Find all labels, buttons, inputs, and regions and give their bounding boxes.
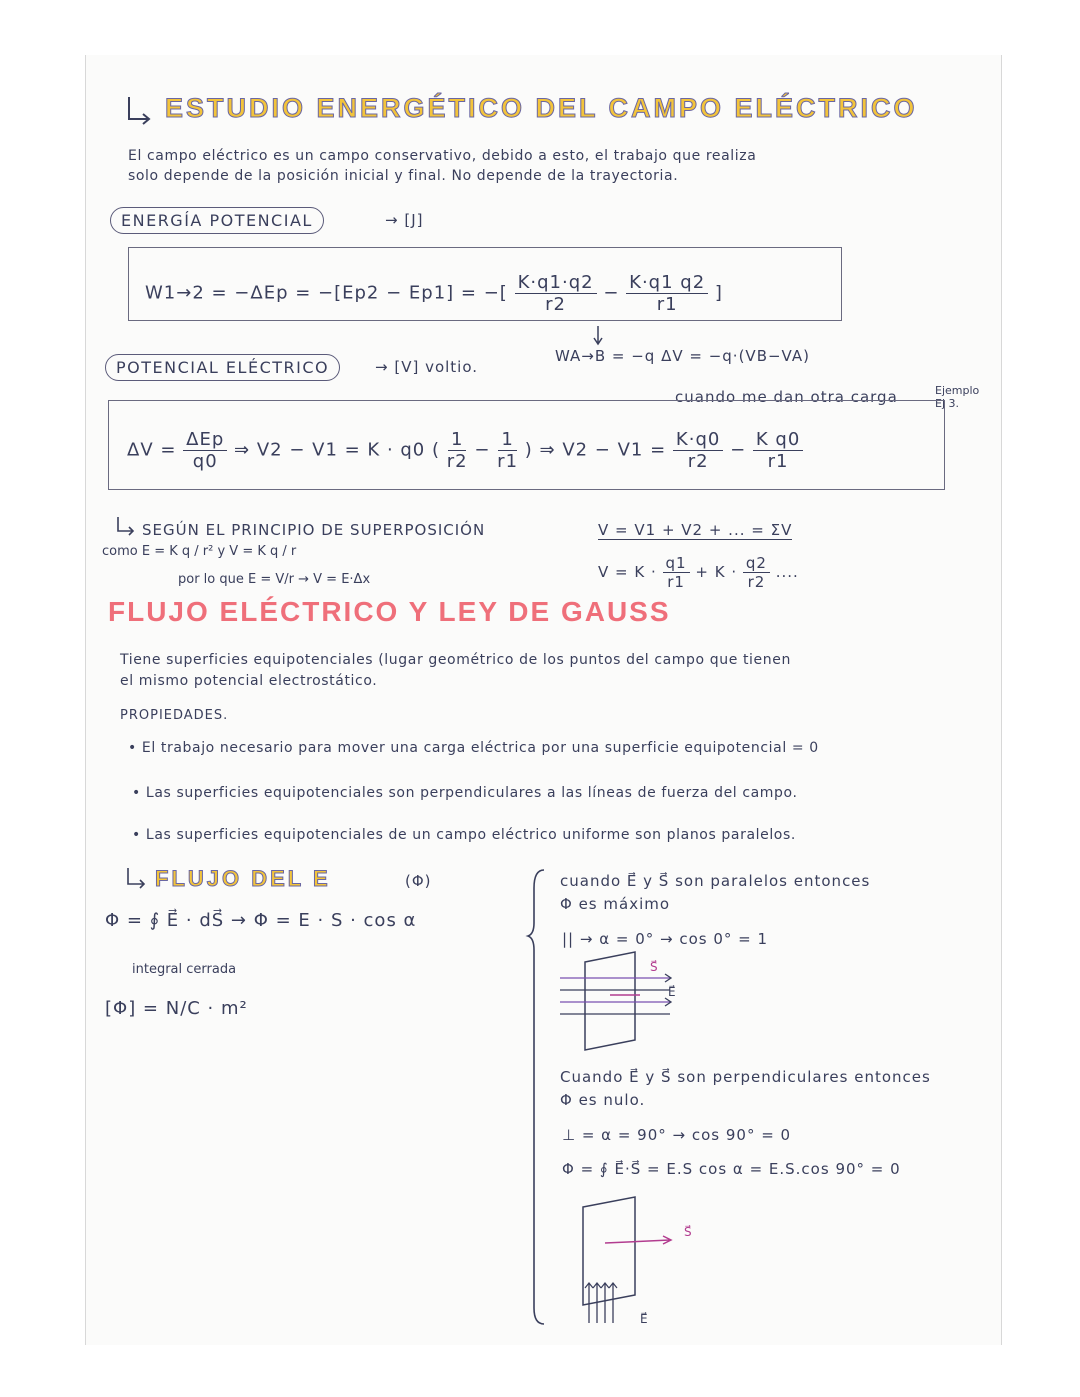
res-minus: − [730,439,747,461]
property-item-2: • Las superficies equipotenciales son perpendiculares a las líneas de fuerza del campo. [132,785,798,801]
res1-den: r2 [687,451,709,472]
ep-frac1-num: K·q1·q2 [515,272,597,294]
sum2-fraction-2 [743,554,770,591]
case1-e-label: E⃗ [668,985,676,999]
potencial-electrico-label: POTENCIAL ELÉCTRICO [105,354,340,381]
case1-line-2: Φ es máximo [560,895,671,913]
res2-num: K q0 [753,429,803,451]
superposition-sum: V = V1 + V2 + ... = ΣV [598,521,793,539]
work-ab-formula: WA→B = −q ΔV = −q·(VB−VA) [555,347,810,365]
ep-formula-box [128,247,842,321]
superposition-sum-2 [598,554,799,591]
sum2-a: V = K · [598,563,657,581]
case1-line-1: cuando E⃗ y S⃗ son paralelos entonces [560,872,871,890]
parallel-field-diagram [555,950,705,1065]
inv-r2-num: 1 [448,429,466,451]
sum2-f1n: q1 [663,554,690,573]
intro-line-2: solo depende de la posición inicial y final. No depende de la trayectoria. [128,168,679,184]
property-text-1: El trabajo necesario para mover una carga eléctrica por una superficie equipotencial = 0 [141,740,819,756]
case2-s-label: S⃗ [684,1225,692,1239]
ep-frac2-num: K·q1 q2 [626,272,708,294]
ep-fraction-2 [626,272,708,315]
page-title: ESTUDIO ENERGÉTICO DEL CAMPO ELÉCTRICO [165,93,918,123]
ep-close: ] [714,282,723,304]
brace [528,868,548,1328]
ep-unit-text: [J] [404,211,424,229]
inv-r2-fraction [447,429,468,472]
ep-fraction-1 [515,272,597,315]
pot-unit-text: [V] voltio. [394,358,479,376]
integral-note: integral cerrada [132,962,237,977]
res2-den: r1 [767,451,789,472]
inv-r1-fraction [497,429,518,472]
property-item-1: • El trabajo necesario para mover una carga eléctrica por una superficie equipotencial = 0 [128,740,819,756]
case2-line-3: ⊥ = α = 90° → cos 90° = 0 [562,1126,792,1144]
dv-fraction [183,429,227,472]
sum2-f2d: r2 [747,573,766,591]
flux-formula: Φ = ∮ E⃗ · dS⃗ → Φ = E · S · cos α [105,910,417,931]
property-text-3: Las superficies equipotenciales de un campo eléctrico uniforme son planos paralelos. [145,827,796,843]
example-note: Ejemplo Ej 3. [935,384,980,410]
perpendicular-field-diagram [575,1195,695,1330]
potential-formula [127,429,803,472]
intro-line-1: El campo eléctrico es un campo conservativo, debido a esto, el trabajo que realiza [128,148,757,164]
sum2-c: .... [775,563,799,581]
case2-e-label: E⃗ [640,1312,648,1326]
res1-num: K·q0 [673,429,723,451]
arrow-icon [125,866,149,890]
sum2-f2n: q2 [743,554,770,573]
inv-r1-num: 1 [498,429,516,451]
sum2-b: + K · [695,563,738,581]
dv-num: ΔEp [183,429,227,451]
res-fraction-1 [673,429,723,472]
flux-title: FLUJO DEL E [155,866,331,891]
sum2-fraction-1 [663,554,690,591]
flux-symbol: (Φ) [405,872,432,890]
dv-mid: ⇒ V2 − V1 = K · q0 ( [234,439,441,461]
ep-frac1-den: r2 [545,294,566,315]
case1-line-3: || → α = 0° → cos 0° = 1 [562,930,769,948]
case1-s-label: S⃗ [650,960,658,974]
ep-formula-left: W1→2 = −ΔEp = −[Ep2 − Ep1] = −[ [145,282,508,304]
arrow-icon [115,515,137,537]
por-lo-que-relation: por lo que E = V/r → V = E·Δx [178,572,371,587]
como-relation: como E = K q / r² y V = K q / r [102,544,297,559]
dv-label: ΔV = [127,439,177,461]
arrow-icon [125,95,155,125]
gauss-title: FLUJO ELÉCTRICO Y LEY DE GAUSS [108,596,671,627]
pot-unit: → [V] voltio. [375,358,479,376]
ep-formula [145,272,723,315]
flux-units: [Φ] = N/C · m² [105,998,248,1019]
down-arrow-icon [592,325,604,347]
equipotential-line-2: el mismo potencial electrostático. [120,673,378,689]
inv-r2-den: r2 [446,451,468,472]
dv-end: ) ⇒ V2 − V1 = [524,439,667,461]
dv-minus: − [474,439,491,461]
superposition-heading: SEGÚN EL PRINCIPIO DE SUPERPOSICIÓN [142,521,486,539]
case2-line-2: Φ es nulo. [560,1091,646,1109]
property-text-2: Las superficies equipotenciales son perpendiculares a las líneas de fuerza del campo. [145,785,798,801]
case2-line-4: Φ = ∮ E⃗·S⃗ = E.S cos α = E.S.cos 90° = 0 [562,1160,901,1178]
ep-unit: → [J] [385,211,424,229]
dv-den: q0 [192,451,218,472]
sum2-f1d: r1 [667,573,685,591]
case2-line-1: Cuando E⃗ y S⃗ son perpendiculares entonces [560,1068,931,1086]
other-charge-note: cuando me dan otra carga [675,388,898,406]
potential-formula-box [108,400,945,490]
inv-r1-den: r1 [497,451,519,472]
ep-minus: − [603,282,620,304]
ep-frac2-den: r1 [656,294,678,315]
property-item-3: • Las superficies equipotenciales de un campo eléctrico uniforme son planos paralelos. [132,827,796,843]
properties-title: PROPIEDADES. [120,708,229,723]
res-fraction-2 [753,429,803,472]
equipotential-line-1: Tiene superficies equipotenciales (lugar geométrico de los puntos del campo que tienen [120,652,791,668]
energia-potencial-label: ENERGÍA POTENCIAL [110,207,324,234]
